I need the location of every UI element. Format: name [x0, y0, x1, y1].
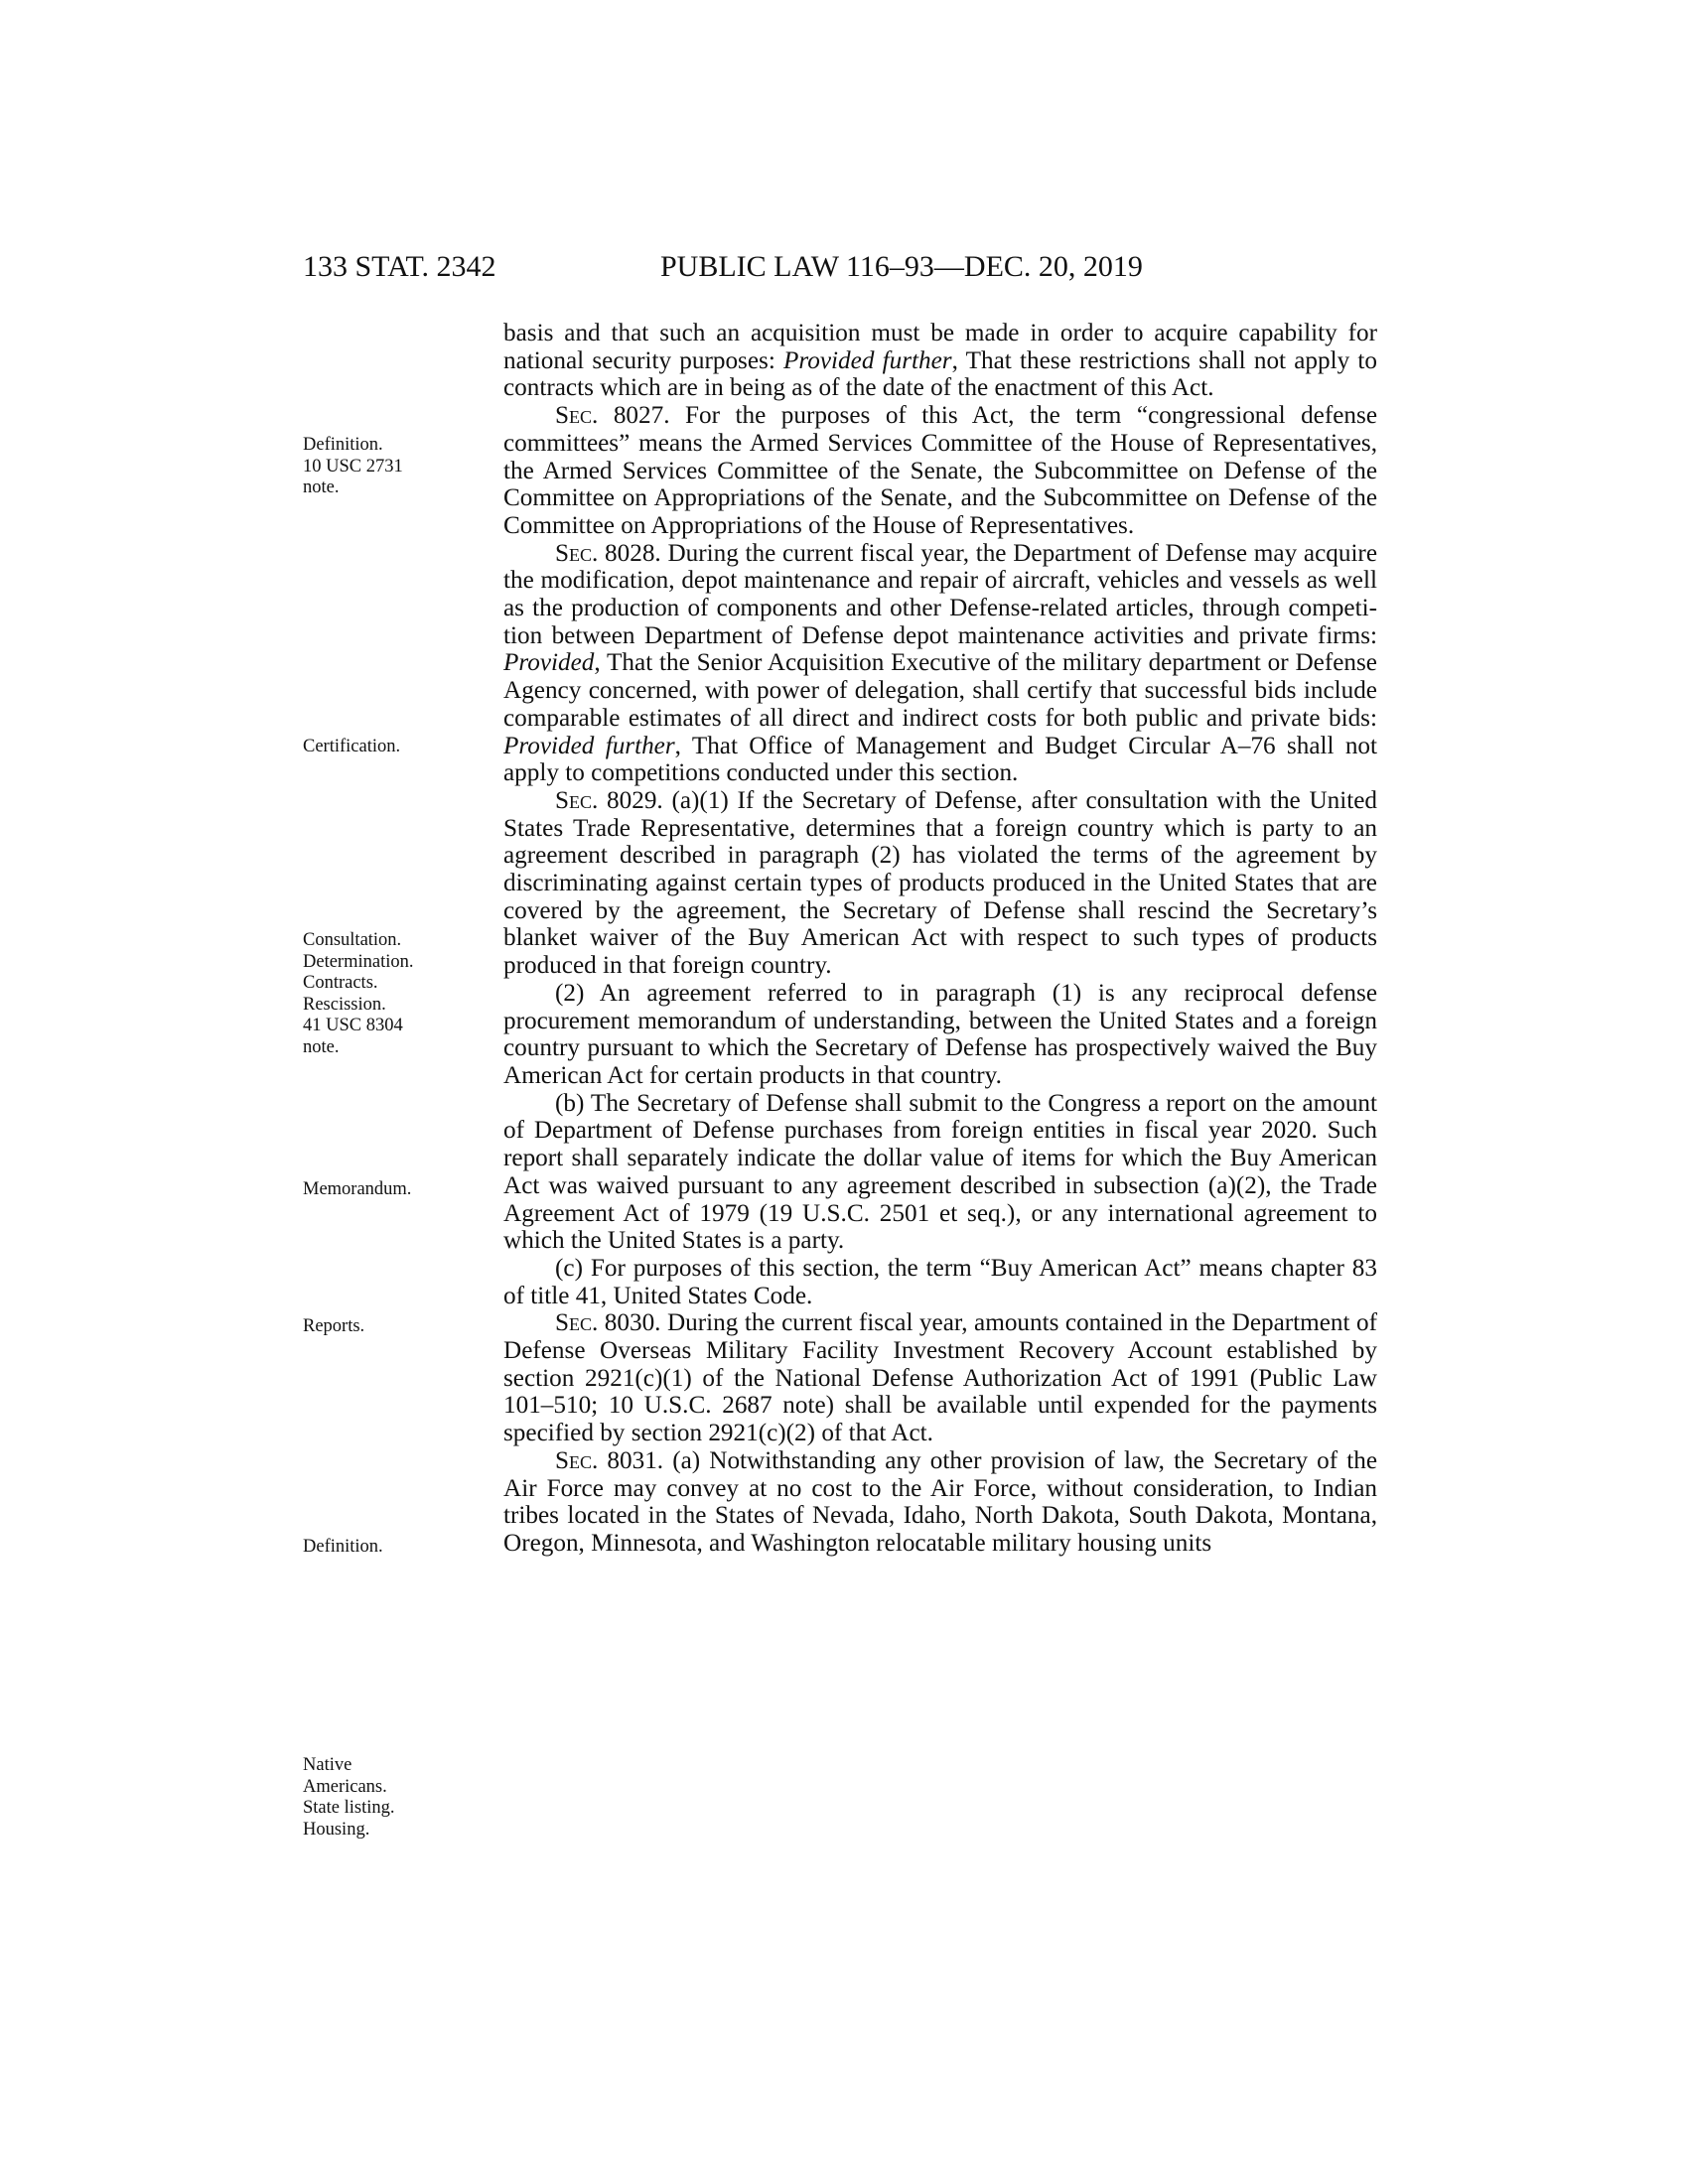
- margin-note-sec-8027: Definition. 10 USC 2731 note.: [303, 435, 403, 497]
- section-8029-a1: Sec. 8029. (a)(1) If the Secretary of Defense, after consultation with the United States Trade Representative, determines that a foreign country which is party to an agreement described in paragraph (2) has violated the terms of the agreement by discriminating against certain types of products produced in the United States that are covered by the agreement, the Secretary of Defense shall rescind the Secretary’s blanket waiver of the Buy American Act with respect to such types of products produced in that foreign country.: [503, 786, 1378, 980]
- margin-note-reports: Reports.: [303, 1316, 365, 1336]
- margin-note-definition: Definition.: [303, 1537, 383, 1557]
- section-8029-b: (b) The Secretary of Defense shall submit to the Congress a report on the amount of Department of Defense purchases from foreign entities in fiscal year 2020. Such report shall separately indicate the dollar value of items for which the Buy American Act was waived pursuant to any agreement described in subsection (a)(2), the Trade Agreement Act of 1979 (19 U.S.C. 2501 et seq.), or any international agreement to which the United States is a party.: [503, 1089, 1377, 1255]
- statute-citation: 133 STAT. 2342: [303, 250, 496, 283]
- margin-note-memorandum: Memorandum.: [303, 1179, 412, 1199]
- section-8029-a2: (2) An agreement referred to in paragraph (1) is any reciprocal defense procurement memorandum of understanding, between the United States and a foreign country pursuant to which the Secretary of Defense has prospectively waived the Buy American Act for certain products in that country.: [503, 979, 1377, 1089]
- margin-note-sec-8031: Native Americans. State listing. Housing.: [303, 1755, 395, 1840]
- margin-note-sec-8028: Certification.: [303, 737, 401, 756]
- page-header: [303, 250, 1208, 290]
- section-8028: Sec. 8028. During the current fiscal year, the Department of Defense may acquire the modification, depot maintenance and repair of aircraft, vehicles and vessels as well as the production of components and other Defense-related articles, through competition between Department of Defense depot maintenance activities and private firms: Provided, That the Senior Acquisition Executive of the military department or Defense Agency concerned, with power of delegation, shall certify that successful bids include comparable estimates of all direct and indirect costs for both public and private bids: Provided further, That Office of Management and Budget Circular A–76 shall not apply to competitions conducted under this section.: [503, 539, 1378, 787]
- section-8031: Sec. 8031. (a) Notwithstanding any other provision of law, the Secretary of the Air Force may convey at no cost to the Air Force, without consideration, to Indian tribes located in the States of Nevada, Idaho, North Dakota, South Dakota, Montana, Oregon, Minnesota, and Washington relocatable military housing units: [503, 1446, 1378, 1557]
- section-8027: Sec. 8027. For the purposes of this Act, the term “congressional defense committees” means the Armed Services Committee of the House of Representatives, the Armed Services Committee of the Senate, the Subcommittee on Defense of the Committee on Appropriations of the Senate, and the Subcommittee on Defense of the Committee on Appropriations of the House of Representatives.: [503, 402, 1377, 539]
- public-law-title: PUBLIC LAW 116–93—DEC. 20, 2019: [660, 250, 1143, 283]
- section-8030: Sec. 8030. During the current fiscal year, amounts contained in the Department of Defense Overseas Military Facility Investment Recovery Account established by section 2921(c)(1) of the National Defense Authorization Act of 1991 (Public Law 101–510; 10 U.S.C. 2687 note) shall be available until expended for the payments specified by section 2921(c)(2) of that Act.: [503, 1309, 1377, 1447]
- statute-text: [503, 320, 1377, 1558]
- margin-note-sec-8029: Consultation. Determination. Contracts. Rescission. 41 USC 8304 note.: [303, 930, 414, 1057]
- section-8029-c: (c) For purposes of this section, the term “Buy American Act” means chapter 83 of title 41, United States Code.: [503, 1254, 1377, 1309]
- paragraph-continuation: basis and that such an acquisition must be made in order to acquire capability for national security purposes: Provided further, That these restrictions shall not apply to contracts which are in being as of the date of the enactment of this Act.: [503, 320, 1377, 402]
